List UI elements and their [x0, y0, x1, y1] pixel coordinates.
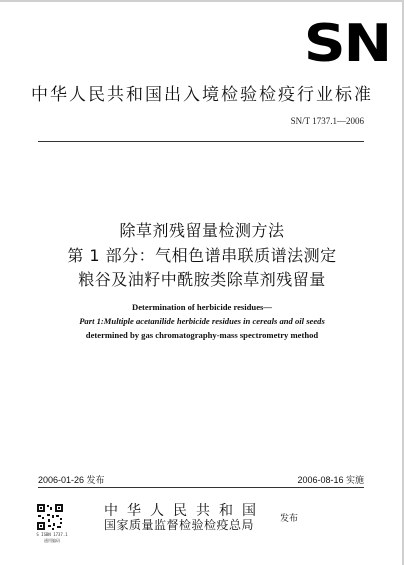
qr-code-icon: [36, 503, 64, 531]
page-edge-top: [0, 0, 404, 2]
chinese-title-line-2: 第 1 部分：气相色谱串联质谱法测定: [67, 246, 337, 265]
english-title-line-2: Part 1:Multiple acetanilide herbicide residues in cereals and oil seeds: [79, 316, 325, 326]
standard-number: SN/T 1737.1—2006: [290, 116, 364, 126]
barcode-caption: S ISBN 1737.1: [36, 532, 68, 537]
chinese-title-line-1: 除草剂残留量检测方法: [119, 221, 285, 240]
issuer-agency: 国家质量监督检验检疫总局: [104, 518, 255, 532]
english-title-line-1: Determination of herbicide residues—: [132, 302, 272, 312]
implementation-date: 2006-08-16 实施: [297, 475, 364, 485]
standard-type-heading: 中华人民共和国出入境检验检疫行业标准: [31, 85, 373, 105]
english-title-line-3: determined by gas chromatography-mass spectrometry method: [85, 330, 319, 340]
footer-divider: [38, 487, 364, 488]
chinese-title-line-3: 粮谷及油籽中酰胺类除草剂残留量: [78, 270, 326, 289]
issue-date: 2006-01-26 发布: [38, 475, 105, 485]
sn-logo: SN: [303, 14, 390, 74]
barcode-subcaption: 通用编码: [44, 538, 60, 543]
header-divider: [38, 141, 364, 142]
issued-by-label: 发布: [280, 514, 299, 524]
issuer-country: 中华人民共和国: [104, 503, 265, 519]
